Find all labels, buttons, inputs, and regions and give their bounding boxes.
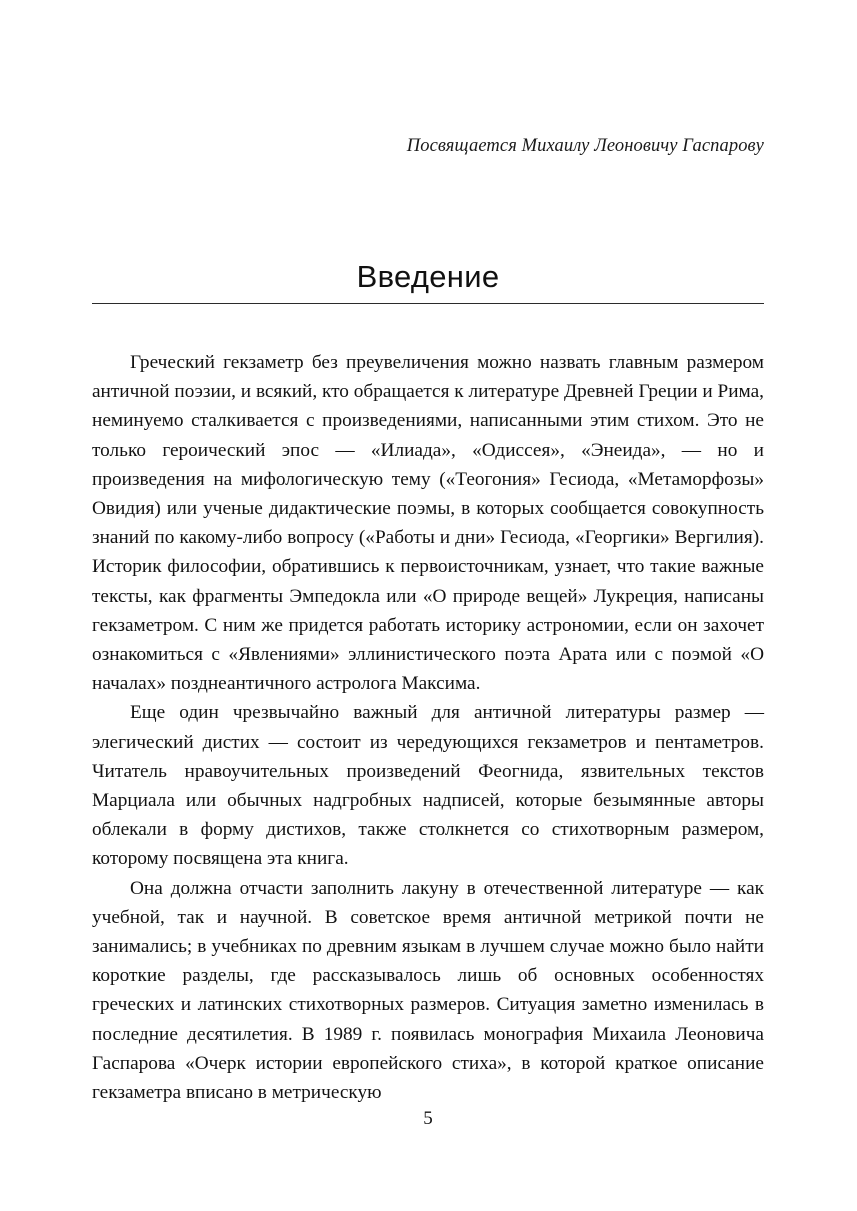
title-divider [92,303,764,304]
page-number: 5 [423,1108,433,1129]
body-text [92,348,764,1107]
dedication-line: Посвящается Михаилу Леоновичу Гаспарову [406,136,764,156]
paragraph: Она должна отчасти заполнить лакуну в отечественной литературе — как учебной, так и научной. В советское время античной метрикой почти не занимались; в учебниках по древним языкам в лучшем случае можно было найти короткие разделы, где рассказывалось лишь об основных особенностях греческих и латинских стихотворных размеров. Ситуация заметно изменилась в последние десятилетия. В 1989 г. появилась монография Михаила Леоновича Гаспарова «Очерк истории европейского стиха», в которой краткое описание гекзаметра вписано в метрическую [92,877,764,1104]
paragraph: Греческий гекзаметр без преувеличения можно назвать главным размером античной поэзии, и всякий, кто обращается к литературе Древней Греции и Рима, неминуемо сталкивается с произведениями, написанными этим стихом. Это не только героический эпос — «Илиада», «Одиссея», «Энеида», — но и произведения на мифологическую тему («Теогония» Гесиода, «Метаморфозы» Овидия) или ученые дидактические поэмы, в которых сообщается совокупность знаний по какому-либо вопросу («Работы и дни» Гесиода, «Георгики» Вергилия). Историк философии, обратившись к первоисточникам, узнает, что такие важные тексты, как фрагменты Эмпедокла или «О природе вещей» Лукреция, написаны гекзаметром. С ним же придется работать историку астрономии, если он захочет ознакомиться с «Явлениями» эллинистического поэта Арата или с поэмой «О началах» позднеантичного астролога Максима. [92,352,764,695]
paragraph: Еще один чрезвычайно важный для античной литературы размер — элегический дистих — состоит из чередующихся гекзаметров и пентаметров. Читатель нравоучительных произведений Феогнида, язвительных текстов Марциала или обычных надгробных надписей, которые безымянные авторы облекали в форму дистихов, также столкнется со стихотворным размером, которому посвящена эта книга. [92,702,764,870]
page-content [92,0,764,1211]
page-title: Введение [356,258,500,294]
